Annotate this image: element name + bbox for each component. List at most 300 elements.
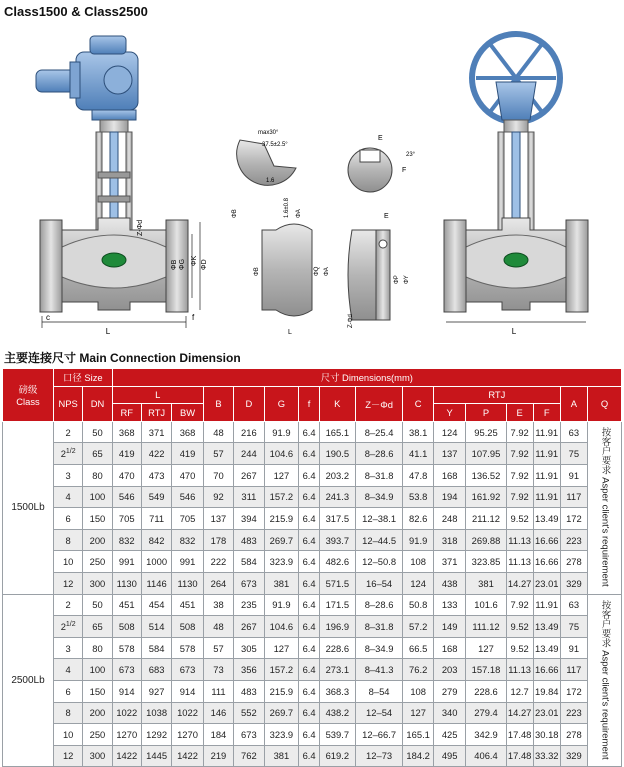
- table-cell: 196.9: [319, 616, 355, 638]
- table-cell: 4: [54, 486, 83, 508]
- th-G: G: [264, 386, 299, 421]
- table-cell: 323.9: [264, 724, 299, 746]
- dimension-table: [2, 368, 622, 767]
- table-cell: 6.4: [299, 486, 320, 508]
- valve-technical-drawing: [0, 22, 624, 344]
- table-cell: 248: [433, 508, 466, 530]
- class-cell: 2500Lb: [3, 594, 54, 767]
- label-bw-phiA: ΦA: [296, 209, 302, 218]
- table-cell: 200: [83, 702, 112, 724]
- table-cell: 172: [560, 680, 587, 702]
- th-Q: Q: [587, 386, 621, 421]
- table-cell: 91.9: [264, 421, 299, 443]
- table-cell: 165.1: [403, 724, 433, 746]
- table-cell: 6.4: [299, 443, 320, 465]
- table-cell: 11.13: [506, 659, 533, 681]
- table-cell: 91.9: [403, 529, 433, 551]
- table-row: [3, 594, 622, 616]
- table-cell: 1038: [141, 702, 171, 724]
- dim-phiD: ΦD: [201, 259, 208, 270]
- table-cell: 12–38.1: [355, 508, 403, 530]
- table-cell: 101.6: [466, 594, 506, 616]
- table-cell: 11.13: [506, 551, 533, 573]
- table-cell: 8–34.9: [355, 486, 403, 508]
- table-cell: 172: [560, 508, 587, 530]
- table-cell: 244: [234, 443, 264, 465]
- th-rtj-group: RTJ: [433, 386, 560, 404]
- table-cell: 11.91: [533, 443, 560, 465]
- label-rtj-phiP: ΦP: [394, 275, 400, 284]
- table-cell: 705: [112, 508, 141, 530]
- table-cell: 508: [112, 616, 141, 638]
- table-cell: 80: [83, 637, 112, 659]
- q-note: 按客户要求 Asper client's requirement: [599, 599, 611, 760]
- table-cell: 13.49: [533, 508, 560, 530]
- table-cell: 419: [112, 443, 141, 465]
- rtj-flange-section: [348, 213, 410, 328]
- table-cell: 48: [203, 421, 233, 443]
- table-cell: 7.92: [506, 594, 533, 616]
- th-dimensions: 尺寸 Dimensions(mm): [112, 369, 621, 387]
- q-note: 按客户要求 Asper client's requirement: [599, 426, 611, 587]
- th-nps: NPS: [54, 386, 83, 421]
- table-cell: 483: [234, 529, 264, 551]
- table-cell: 91: [560, 637, 587, 659]
- table-cell: 1146: [141, 572, 171, 594]
- table-cell: 425: [433, 724, 466, 746]
- table-cell: 48: [203, 616, 233, 638]
- table-cell: 368: [172, 421, 203, 443]
- table-cell: 7.92: [506, 464, 533, 486]
- table-cell: 329: [560, 745, 587, 767]
- table-cell: 8–54: [355, 680, 403, 702]
- table-cell: 705: [172, 508, 203, 530]
- th-A: A: [560, 386, 587, 421]
- th-D: D: [234, 386, 264, 421]
- table-cell: 451: [112, 594, 141, 616]
- table-cell: 578: [112, 637, 141, 659]
- table-cell: 381: [264, 745, 299, 767]
- table-cell: 1292: [141, 724, 171, 746]
- table-cell: 673: [112, 659, 141, 681]
- table-cell: 318: [433, 529, 466, 551]
- table-cell: 438.2: [319, 702, 355, 724]
- table-cell: 111.12: [466, 616, 506, 638]
- table-cell: 842: [141, 529, 171, 551]
- table-cell: 117: [560, 659, 587, 681]
- class-cell: 1500Lb: [3, 421, 54, 594]
- table-cell: 2: [54, 421, 83, 443]
- table-row: [3, 551, 622, 573]
- table-cell: 6.4: [299, 724, 320, 746]
- th-F: F: [533, 404, 560, 422]
- table-cell: 381: [264, 572, 299, 594]
- table-cell: 137: [203, 508, 233, 530]
- table-cell: $2^{1/2}$: [54, 443, 83, 465]
- raised-face-flange-section: [254, 224, 330, 336]
- table-cell: 8: [54, 529, 83, 551]
- table-cell: 168: [433, 464, 466, 486]
- table-cell: 38.1: [403, 421, 433, 443]
- table-cell: 264: [203, 572, 233, 594]
- table-cell: 6.4: [299, 702, 320, 724]
- table-cell: 47.8: [403, 464, 433, 486]
- table-cell: 38: [203, 594, 233, 616]
- table-cell: 1270: [172, 724, 203, 746]
- dim-phiB: ΦB: [171, 259, 178, 270]
- table-cell: 50: [83, 421, 112, 443]
- table-row: [3, 637, 622, 659]
- table-cell: 394: [234, 508, 264, 530]
- table-cell: 6.4: [299, 572, 320, 594]
- table-cell: 470: [172, 464, 203, 486]
- table-cell: 250: [83, 724, 112, 746]
- table-cell: 1130: [112, 572, 141, 594]
- table-cell: 267: [234, 616, 264, 638]
- table-cell: 184: [203, 724, 233, 746]
- table-cell: 6.4: [299, 616, 320, 638]
- table-cell: 711: [141, 508, 171, 530]
- table-cell: 371: [433, 551, 466, 573]
- table-cell: 104.6: [264, 443, 299, 465]
- table-cell: 1422: [172, 745, 203, 767]
- th-class: 磅级 Class: [3, 369, 54, 422]
- th-K: K: [319, 386, 355, 421]
- table-cell: 23.01: [533, 572, 560, 594]
- table-cell: 11.91: [533, 486, 560, 508]
- table-cell: 250: [83, 551, 112, 573]
- table-cell: 63: [560, 421, 587, 443]
- table-cell: 422: [141, 443, 171, 465]
- label-rtj-E: E: [384, 213, 389, 220]
- table-cell: 571.5: [319, 572, 355, 594]
- table-cell: 80: [83, 464, 112, 486]
- table-cell: 222: [203, 551, 233, 573]
- electric-actuated-valve: [36, 36, 208, 336]
- table-cell: 991: [172, 551, 203, 573]
- table-cell: 549: [141, 486, 171, 508]
- table-cell: 6.4: [299, 745, 320, 767]
- th-P: P: [466, 404, 506, 422]
- table-cell: 546: [112, 486, 141, 508]
- table-cell: 157.18: [466, 659, 506, 681]
- table-cell: 1445: [141, 745, 171, 767]
- table-cell: 108: [403, 680, 433, 702]
- table-cell: 63: [560, 594, 587, 616]
- dim-L-right: L: [511, 327, 517, 336]
- label-rf-phiQ: ΦQ: [314, 266, 320, 276]
- table-cell: 305: [234, 637, 264, 659]
- table-cell: 16.66: [533, 659, 560, 681]
- th-L-BW: BW: [172, 404, 203, 422]
- table-cell: 168: [433, 637, 466, 659]
- table-cell: 10: [54, 724, 83, 746]
- table-cell: 6.4: [299, 594, 320, 616]
- table-cell: 12–73: [355, 745, 403, 767]
- table-cell: 368: [112, 421, 141, 443]
- table-cell: 1270: [112, 724, 141, 746]
- table-cell: 9.52: [506, 508, 533, 530]
- table-cell: 124: [433, 421, 466, 443]
- dim-L-left: L: [105, 327, 111, 336]
- table-cell: 211.12: [466, 508, 506, 530]
- table-cell: 8–28.6: [355, 443, 403, 465]
- table-cell: 235: [234, 594, 264, 616]
- table-cell: 267: [234, 464, 264, 486]
- table-cell: 50: [83, 594, 112, 616]
- table-cell: 273.1: [319, 659, 355, 681]
- table-cell: 178: [203, 529, 233, 551]
- table-cell: 683: [141, 659, 171, 681]
- table-cell: 6.4: [299, 551, 320, 573]
- label-r16b: 1.6±0.8: [284, 198, 290, 218]
- table-cell: 23.01: [533, 702, 560, 724]
- table-cell: 6.4: [299, 637, 320, 659]
- table-cell: 4: [54, 659, 83, 681]
- table-cell: 203: [433, 659, 466, 681]
- table-cell: 12–66.7: [355, 724, 403, 746]
- table-row: [3, 464, 622, 486]
- table-cell: 219: [203, 745, 233, 767]
- table-cell: 762: [234, 745, 264, 767]
- table-cell: 914: [112, 680, 141, 702]
- table-cell: $2^{1/2}$: [54, 616, 83, 638]
- table-cell: 11.13: [506, 529, 533, 551]
- table-cell: 12–54: [355, 702, 403, 724]
- table-cell: 406.4: [466, 745, 506, 767]
- label-max30: max30°: [258, 130, 279, 136]
- table-cell: 673: [234, 572, 264, 594]
- label-r16: 1.6: [266, 178, 275, 184]
- table-cell: 104.6: [264, 616, 299, 638]
- section-title: 主要连接尺寸 Main Connection Dimension: [4, 351, 241, 365]
- table-cell: 127: [403, 702, 433, 724]
- table-cell: 832: [172, 529, 203, 551]
- table-cell: 6.4: [299, 680, 320, 702]
- table-cell: 57: [203, 637, 233, 659]
- table-cell: 546: [172, 486, 203, 508]
- table-cell: 1130: [172, 572, 203, 594]
- table-cell: 279: [433, 680, 466, 702]
- table-cell: 127: [466, 637, 506, 659]
- table-cell: 19.84: [533, 680, 560, 702]
- table-cell: 65: [83, 616, 112, 638]
- table-cell: 91: [560, 464, 587, 486]
- table-cell: 184.2: [403, 745, 433, 767]
- table-cell: 92: [203, 486, 233, 508]
- table-cell: 6: [54, 680, 83, 702]
- table-cell: 832: [112, 529, 141, 551]
- table-cell: 228.6: [319, 637, 355, 659]
- table-cell: 300: [83, 745, 112, 767]
- table-row: [3, 529, 622, 551]
- table-cell: 381: [466, 572, 506, 594]
- table-cell: 8–28.6: [355, 594, 403, 616]
- table-cell: 8–31.8: [355, 616, 403, 638]
- table-cell: 16–54: [355, 572, 403, 594]
- table-cell: 673: [172, 659, 203, 681]
- label-rf-L: L: [288, 329, 292, 336]
- table-cell: 8: [54, 702, 83, 724]
- q-note-cell: [587, 421, 621, 594]
- table-cell: 14.27: [506, 702, 533, 724]
- th-dn: DN: [83, 386, 112, 421]
- table-cell: 419: [172, 443, 203, 465]
- table-cell: 278: [560, 724, 587, 746]
- q-note-cell: [587, 594, 621, 767]
- table-cell: 107.95: [466, 443, 506, 465]
- table-cell: 8–34.9: [355, 637, 403, 659]
- table-cell: 75: [560, 443, 587, 465]
- label-F: F: [402, 167, 407, 174]
- dim-c: c: [46, 313, 50, 322]
- page-title: Class1500 & Class2500: [4, 4, 148, 19]
- label-rf-phiA: ΦA: [324, 267, 330, 276]
- table-row: [3, 421, 622, 443]
- table-cell: 57.2: [403, 616, 433, 638]
- table-cell: 127: [264, 637, 299, 659]
- table-cell: 673: [234, 724, 264, 746]
- table-cell: 65: [83, 443, 112, 465]
- table-cell: 2: [54, 594, 83, 616]
- table-cell: 11.91: [533, 464, 560, 486]
- label-E: E: [378, 135, 383, 142]
- table-cell: 6.4: [299, 529, 320, 551]
- table-cell: 12–50.8: [355, 551, 403, 573]
- table-cell: 82.6: [403, 508, 433, 530]
- table-cell: 508: [172, 616, 203, 638]
- table-cell: 149: [433, 616, 466, 638]
- table-cell: 100: [83, 659, 112, 681]
- dim-f: f: [192, 313, 195, 322]
- table-cell: 171.5: [319, 594, 355, 616]
- table-cell: 161.92: [466, 486, 506, 508]
- table-cell: 584: [141, 637, 171, 659]
- table-cell: 6: [54, 508, 83, 530]
- table-cell: 1022: [112, 702, 141, 724]
- table-cell: 124: [403, 572, 433, 594]
- table-cell: 33.32: [533, 745, 560, 767]
- table-cell: 16.66: [533, 529, 560, 551]
- label-rf-phiB: ΦB: [254, 267, 260, 276]
- table-cell: 1422: [112, 745, 141, 767]
- table-cell: 9.52: [506, 616, 533, 638]
- label-bw-phiB: ΦB: [232, 209, 238, 218]
- table-cell: 483: [234, 680, 264, 702]
- th-Y: Y: [433, 404, 466, 422]
- table-cell: 495: [433, 745, 466, 767]
- table-cell: 50.8: [403, 594, 433, 616]
- table-cell: 216: [234, 421, 264, 443]
- table-cell: 13.49: [533, 616, 560, 638]
- table-cell: 7.92: [506, 486, 533, 508]
- table-cell: 9.52: [506, 637, 533, 659]
- table-cell: 30.18: [533, 724, 560, 746]
- label-rtj-zd: Z-Φd: [348, 314, 354, 328]
- table-cell: 17.48: [506, 745, 533, 767]
- table-cell: 157.2: [264, 659, 299, 681]
- butt-weld-end-detail: [232, 130, 302, 218]
- table-cell: 223: [560, 702, 587, 724]
- table-cell: 108: [403, 551, 433, 573]
- table-cell: 269.7: [264, 702, 299, 724]
- table-cell: 8–25.4: [355, 421, 403, 443]
- table-cell: 8–31.8: [355, 464, 403, 486]
- table-cell: 6.4: [299, 421, 320, 443]
- table-cell: 371: [141, 421, 171, 443]
- th-Zd: Z－Φd: [355, 386, 403, 421]
- th-L-RTJ: RTJ: [141, 404, 171, 422]
- table-cell: 12.7: [506, 680, 533, 702]
- table-cell: 323.9: [264, 551, 299, 573]
- table-cell: 215.9: [264, 680, 299, 702]
- th-f: f: [299, 386, 320, 421]
- table-cell: 438: [433, 572, 466, 594]
- table-cell: 323.85: [466, 551, 506, 573]
- table-cell: 41.1: [403, 443, 433, 465]
- table-cell: 578: [172, 637, 203, 659]
- table-cell: 53.8: [403, 486, 433, 508]
- table-cell: 8–41.3: [355, 659, 403, 681]
- table-cell: 57: [203, 443, 233, 465]
- table-cell: 13.49: [533, 637, 560, 659]
- table-cell: 117: [560, 486, 587, 508]
- table-cell: 1022: [172, 702, 203, 724]
- table-cell: 194: [433, 486, 466, 508]
- table-cell: 539.7: [319, 724, 355, 746]
- ring-joint-groove-detail: [348, 135, 416, 192]
- table-cell: 482.6: [319, 551, 355, 573]
- table-cell: 157.2: [264, 486, 299, 508]
- table-cell: 12: [54, 572, 83, 594]
- table-cell: 368.3: [319, 680, 355, 702]
- table-cell: 95.25: [466, 421, 506, 443]
- table-cell: 10: [54, 551, 83, 573]
- table-cell: 278: [560, 551, 587, 573]
- table-cell: 73: [203, 659, 233, 681]
- table-cell: 300: [83, 572, 112, 594]
- table-cell: 451: [172, 594, 203, 616]
- table-cell: 137: [433, 443, 466, 465]
- table-row: [3, 508, 622, 530]
- th-C: C: [403, 386, 433, 421]
- table-cell: 619.2: [319, 745, 355, 767]
- dim-zd: Z-Φd: [137, 219, 144, 236]
- table-cell: 454: [141, 594, 171, 616]
- table-cell: 203.2: [319, 464, 355, 486]
- table-cell: 70: [203, 464, 233, 486]
- th-E: E: [506, 404, 533, 422]
- table-cell: 17.48: [506, 724, 533, 746]
- table-row: [3, 616, 622, 638]
- table-cell: 76.2: [403, 659, 433, 681]
- dimension-table-body: [3, 421, 622, 767]
- table-cell: 12: [54, 745, 83, 767]
- table-cell: 228.6: [466, 680, 506, 702]
- table-cell: 1000: [141, 551, 171, 573]
- table-cell: 269.7: [264, 529, 299, 551]
- table-cell: 311: [234, 486, 264, 508]
- table-cell: 3: [54, 464, 83, 486]
- table-cell: 473: [141, 464, 171, 486]
- table-cell: 514: [141, 616, 171, 638]
- th-size: 口径 Size: [54, 369, 113, 387]
- label-bevel-angle: 37.5±2.5°: [262, 142, 288, 148]
- table-cell: 927: [141, 680, 171, 702]
- table-cell: 393.7: [319, 529, 355, 551]
- table-cell: 470: [112, 464, 141, 486]
- th-B: B: [203, 386, 233, 421]
